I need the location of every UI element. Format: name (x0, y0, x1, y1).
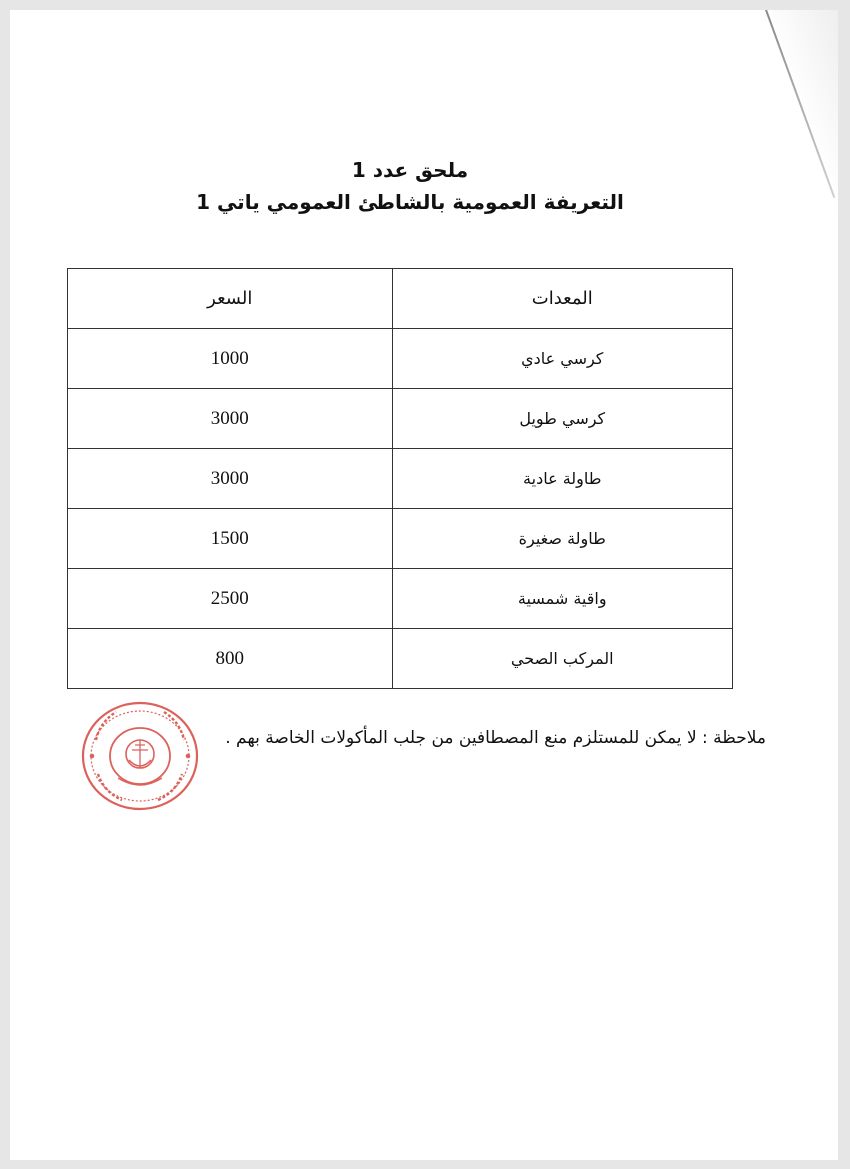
page-fold-shadow (763, 10, 838, 217)
equipment-cell: كرسي عادي (392, 329, 732, 389)
price-cell: 800 (68, 629, 393, 689)
equipment-cell: طاولة صغيرة (392, 509, 732, 569)
tariff-title: التعريفة العمومية بالشاطئ العمومي ياتي 1 (196, 190, 624, 214)
price-cell: 3000 (68, 389, 393, 449)
price-cell: 1500 (68, 509, 393, 569)
annex-title: ملحق عدد 1 (351, 158, 469, 182)
table-row (68, 449, 733, 509)
scanned-page (10, 10, 838, 1160)
municipal-seal-icon (80, 700, 200, 812)
table-header-row (68, 269, 733, 329)
note-text: ملاحظة : لا يمكن للمستلزم منع المصطافين من جلب المأكولات الخاصة بهم . (225, 728, 766, 748)
price-cell: 3000 (68, 449, 393, 509)
header-equipment: المعدات (392, 269, 732, 329)
table-row (68, 629, 733, 689)
equipment-cell: المركب الصحي (392, 629, 732, 689)
table-row (68, 389, 733, 449)
tariff-table (67, 268, 733, 689)
table-row (68, 509, 733, 569)
table-row (68, 329, 733, 389)
price-cell: 2500 (68, 569, 393, 629)
equipment-cell: طاولة عادية (392, 449, 732, 509)
equipment-cell: واقية شمسية (392, 569, 732, 629)
table-row (68, 569, 733, 629)
header-price: السعر (68, 269, 393, 329)
price-cell: 1000 (68, 329, 393, 389)
equipment-cell: كرسي طويل (392, 389, 732, 449)
